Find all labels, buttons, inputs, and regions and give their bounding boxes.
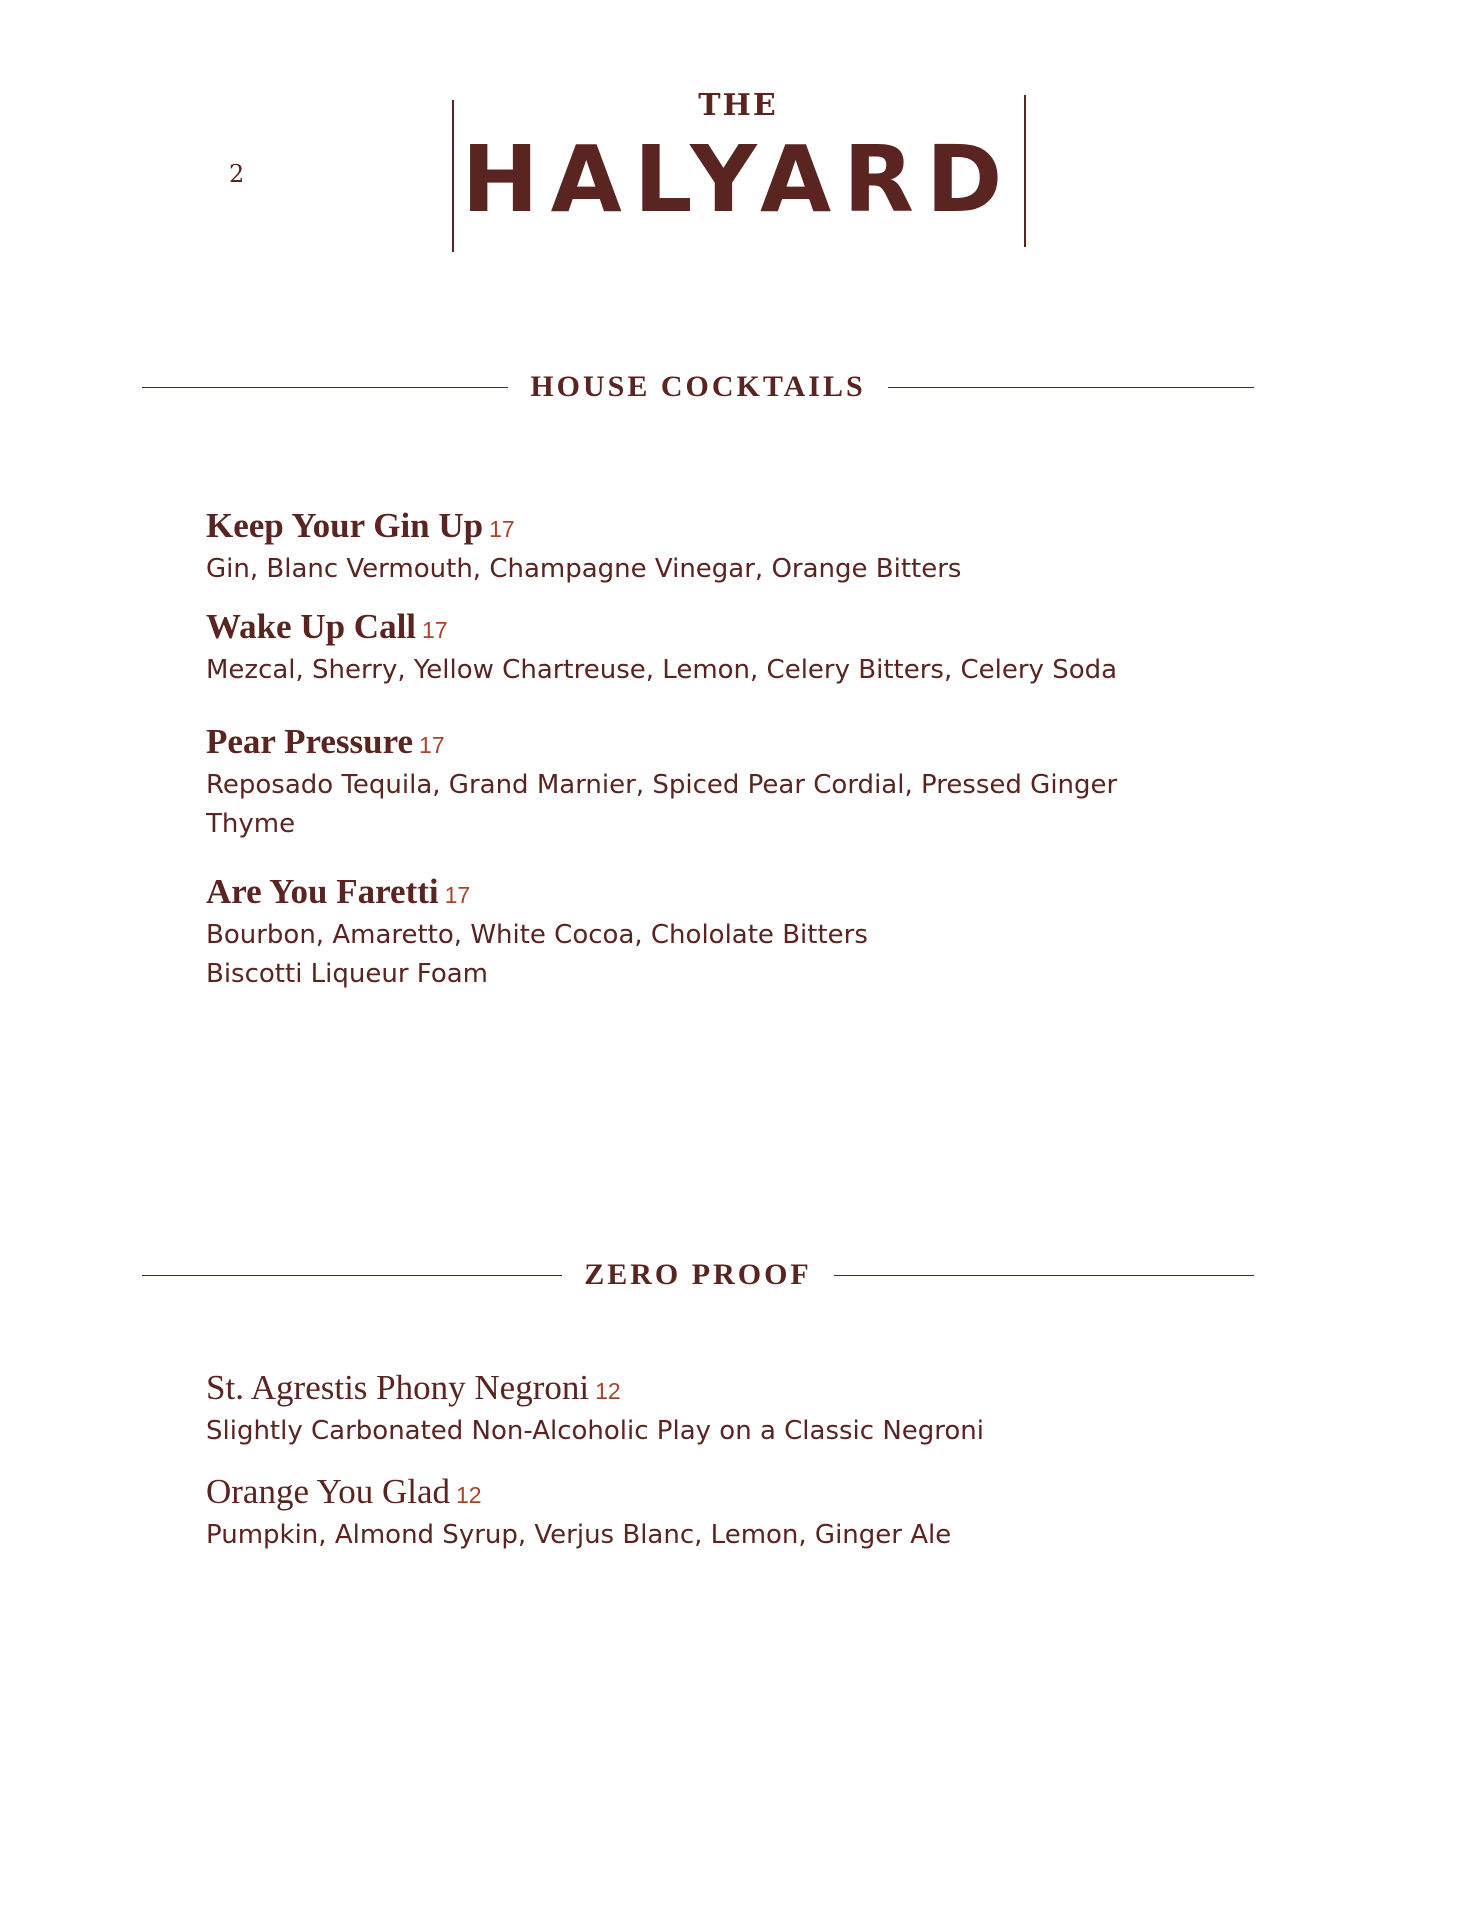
item-description: Gin, Blanc Vermouth, Champagne Vinegar, Orange Bitters — [206, 554, 962, 584]
menu-item — [206, 1369, 1206, 1451]
item-name: Keep Your Gin Up — [206, 506, 484, 545]
menu-item — [206, 507, 1206, 589]
logo-the: THE — [698, 88, 778, 123]
item-description: Bourbon, Amaretto, White Cocoa, Chololate Bitters — [206, 920, 868, 950]
menu-item — [206, 723, 1206, 844]
section-header-zero-proof — [142, 1258, 1254, 1292]
item-description: Pumpkin, Almond Syrup, Verjus Blanc, Lemon, Ginger Ale — [206, 1520, 952, 1550]
logo-right-bar — [1024, 95, 1026, 247]
item-price: 17 — [419, 732, 445, 758]
item-description: Mezcal, Sherry, Yellow Chartreuse, Lemon, Celery Bitters, Celery Soda — [206, 655, 1118, 685]
logo-name: HALYARD — [461, 126, 1015, 233]
item-price: 17 — [489, 516, 515, 542]
divider-left — [142, 387, 508, 388]
menu-item — [206, 1473, 1206, 1555]
divider-right — [888, 387, 1254, 388]
menu-item — [206, 873, 1206, 994]
item-name: Pear Pressure — [206, 722, 414, 761]
item-description: Biscotti Liqueur Foam — [206, 959, 489, 989]
item-description: Slightly Carbonated Non-Alcoholic Play on a Classic Negroni — [206, 1416, 985, 1446]
menu-item — [206, 608, 1206, 690]
item-description: Thyme — [206, 809, 296, 839]
section-title: HOUSE COCKTAILS — [530, 370, 866, 403]
item-name: Are You Faretti — [206, 872, 439, 911]
item-name: Orange You Glad — [206, 1472, 451, 1511]
item-name: St. Agrestis Phony Negroni — [206, 1368, 590, 1407]
divider-left — [142, 1275, 562, 1276]
section-title: ZERO PROOF — [584, 1258, 812, 1291]
item-price: 17 — [422, 617, 448, 643]
section-header-house-cocktails — [142, 370, 1254, 404]
item-price: 17 — [444, 882, 471, 908]
divider-right — [834, 1275, 1254, 1276]
item-description: Reposado Tequila, Grand Marnier, Spiced Pear Cordial, Pressed Ginger — [206, 770, 1118, 800]
page-number: 2 — [229, 160, 245, 188]
item-name: Wake Up Call — [206, 607, 417, 646]
item-price: 12 — [456, 1482, 482, 1508]
item-price: 12 — [595, 1378, 621, 1404]
